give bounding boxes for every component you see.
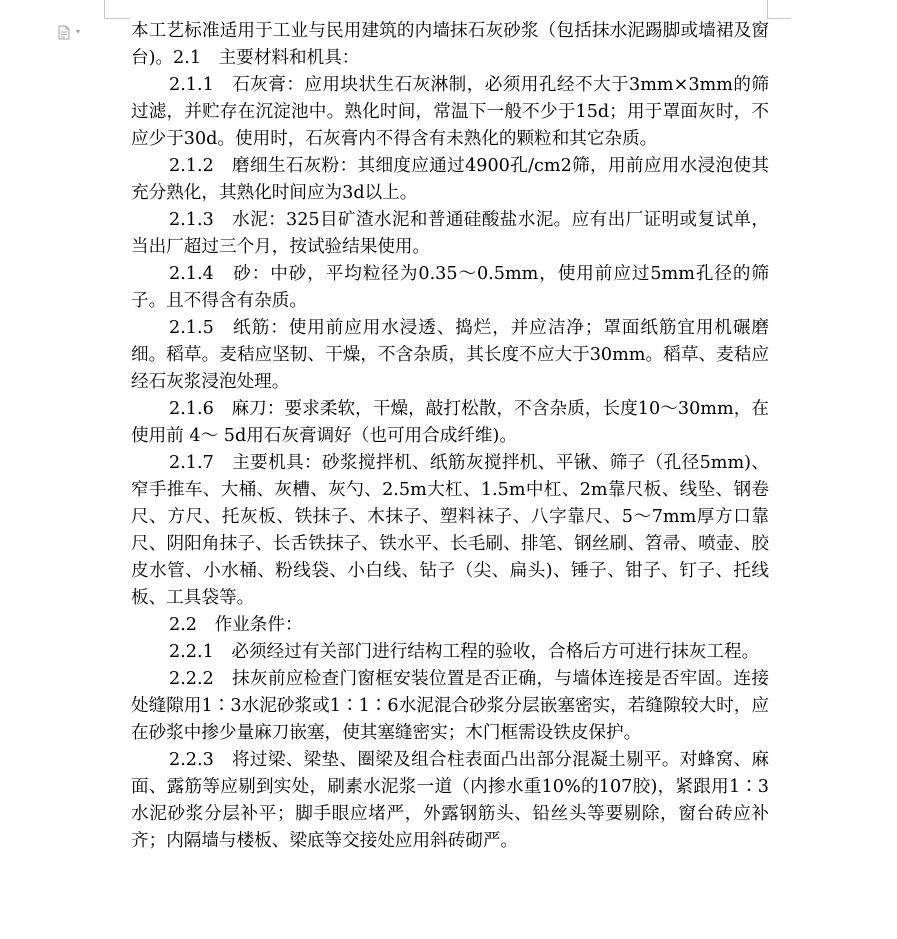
chevron-down-icon[interactable]: ▾ [76,27,81,36]
paragraph: 2.2.1 必须经过有关部门进行结构工程的验收，合格后方可进行抹灰工程。 [169,642,760,662]
paragraph: 2.1.6 麻刀：要求柔软，干燥，敲打松散，不含杂质，长度10～30mm，在使用前 4～ 5d用石灰膏调好（也可用合成纤维)。 [131,399,769,446]
paragraph: 2.1.3 水泥：325目矿渣水泥和普通硅酸盐水泥。应有出厂证明或复试单，当出厂超过三个月，按试验结果使用。 [131,210,769,257]
margin-corner-right-horizontal [767,18,791,19]
paragraph: 2.1.1 石灰膏：应用块状生石灰淋制，必须用孔经不大于3mm×3mm的筛过滤，并贮存在沉淀池中。熟化时间，常温下一般不少于15d；用于罩面灰时，不应少于30d。使用时，石灰膏内不得含有未熟化的颗粒和其它杂质。 [131,75,769,149]
section-heading: 2.2 作业条件： [169,615,303,635]
document-icon[interactable] [58,25,70,40]
paragraph: 本工艺标准适用于工业与民用建筑的内墙抹石灰砂浆（包括抹水泥踢脚或墙裙及窗台)。2.1 主要材料和机具： [131,21,769,68]
paragraph: 2.1.7 主要机具：砂浆搅拌机、纸筋灰搅拌机、平锹、筛子（孔径5mm)、窄手推车、大桶、灰槽、灰勺、2.5m大杠、1.5m中杠、2m靠尺板、线坠、钢卷尺、方尺、托灰板、铁抹子、木抹子、塑料袜子、八字靠尺、5～7mm厚方口靠尺、阴阳角抹子、长舌铁抹子、铁水平、长毛刷、排笔、钢丝刷、笤帚、喷壶、胶皮水管、小水桶、粉线袋、小白线、钻子（尖、扁头)、锤子、钳子、钉子、托线板、工具袋等。 [131,453,769,608]
paragraph: 2.1.4 砂：中砂，平均粒径为0.35～0.5mm，使用前应过5mm孔径的筛子。且不得含有杂质。 [131,264,769,311]
margin-corner-left-vertical [104,0,105,18]
document-body [131,18,769,939]
paragraph: 2.1.2 磨细生石灰粉：其细度应通过4900孔/cm2筛，用前应用水浸泡使其充分熟化，其熟化时间应为3d以上。 [131,156,769,203]
margin-corner-left-horizontal [104,18,130,19]
paragraph: 2.2.3 将过梁、梁垫、圈梁及组合柱表面凸出部分混凝土剔平。对蜂窝、麻面、露筋等应剔到实处，刷素水泥浆一道（内掺水重10%的107胶)，紧跟用1∶3水泥砂浆分层补平；脚手眼应堵严，外露钢筋头、铅丝头等要剔除，窗台砖应补齐；内隔墙与楼板、梁底等交接处应用斜砖砌严。 [131,750,769,851]
paragraph: 2.1.5 纸筋：使用前应用水浸透、捣烂，并应洁净；罩面纸筋宜用机碾磨细。稻草。麦秸应坚韧、干燥，不含杂质，其长度不应大于30mm。稻草、麦秸应经石灰浆浸泡处理。 [131,318,769,392]
paragraph: 2.2.2 抹灰前应检查门窗框安装位置是否正确，与墙体连接是否牢固。连接处缝隙用1∶3水泥砂浆或1∶1∶6水泥混合砂浆分层嵌塞密实，若缝隙较大时，应在砂浆中掺少量麻刀嵌塞，使其塞缝密实；木门框需设铁皮保护。 [131,669,769,743]
margin-corner-right-vertical [767,0,768,18]
